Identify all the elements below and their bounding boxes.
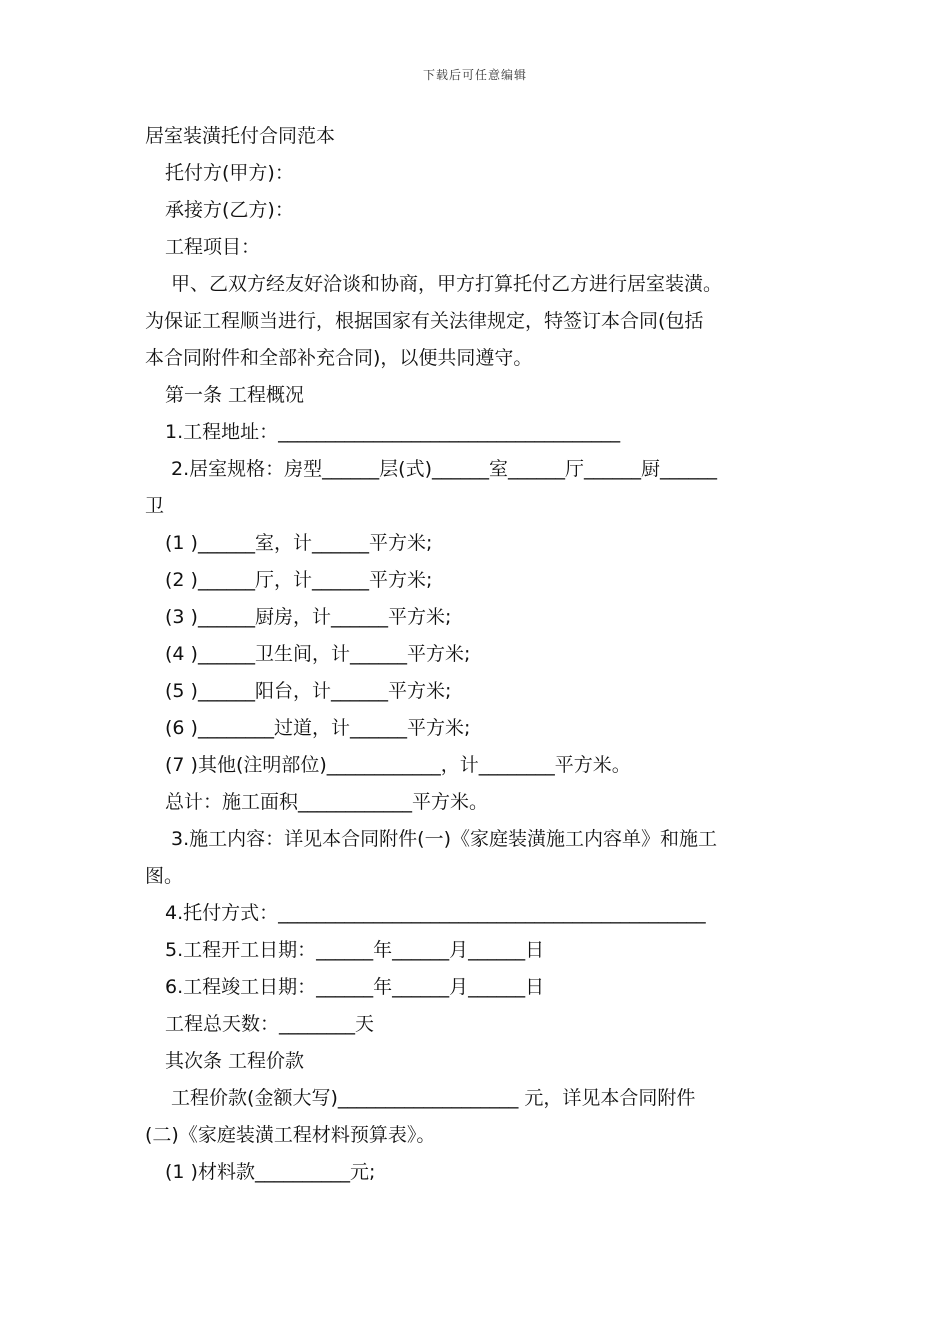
sub-item-4: (4 )______卫生间，计______平方米;: [165, 643, 471, 665]
item-2-spec-line-2: 卫: [145, 495, 165, 517]
sub-item-3: (3 )______厨房，计______平方米;: [165, 606, 452, 628]
item-6-end-date: 6.工程竣工日期：______年______月______日: [165, 976, 545, 998]
item-3-content-line-2: 图。: [145, 865, 184, 887]
sub-item-5: (5 )______阳台，计______平方米;: [165, 680, 452, 702]
total-area-line: 总计：施工面积____________平方米。: [165, 791, 489, 813]
party-b-line: 承接方(乙方)：: [165, 199, 294, 221]
item-4-method: 4.托付方式：_____________________________________________: [165, 902, 706, 924]
sub-item-1: (1 )______室，计______平方米;: [165, 532, 433, 554]
document-body: [145, 118, 815, 1191]
intro-paragraph-line-2: 为保证工程顺当进行，根据国家有关法律规定，特签订本合同(包括: [145, 310, 704, 332]
article-2-title: 其次条 工程价款: [165, 1050, 305, 1072]
project-line: 工程项目：: [165, 236, 261, 258]
document-title: 居室装潢托付合同范本: [145, 125, 336, 147]
item-1-address: 1.工程地址：____________________________________: [165, 421, 621, 443]
total-days-line: 工程总天数：________天: [165, 1013, 375, 1035]
page-header-note: 下载后可任意编辑: [422, 68, 527, 82]
item-5-start-date: 5.工程开工日期：______年______月______日: [165, 939, 545, 961]
article-1-title: 第一条 工程概况: [165, 384, 305, 406]
intro-paragraph-line-3: 本合同附件和全部补充合同)，以便共同遵守。: [145, 347, 533, 369]
sub-item-2: (2 )______厅，计______平方米;: [165, 569, 433, 591]
intro-paragraph-line-1: 甲、乙双方经友好洽谈和协商，甲方打算托付乙方进行居室装潢。: [165, 273, 723, 295]
sub-item-7: (7 )其他(注明部位)____________，计________平方米。: [165, 754, 631, 776]
price-line-2: (二)《家庭装潢工程材料预算表》。: [145, 1124, 436, 1146]
party-a-line: 托付方(甲方)：: [165, 162, 294, 184]
price-sub-item-1: (1 )材料款__________元;: [165, 1161, 376, 1183]
item-2-spec-line-1: 2.居室规格：房型______层(式)______室______厅______厨______: [165, 458, 717, 480]
price-line-1: 工程价款(金额大写)___________________ 元，详见本合同附件: [165, 1087, 696, 1109]
sub-item-6: (6 )________过道，计______平方米;: [165, 717, 471, 739]
item-3-content-line-1: 3.施工内容：详见本合同附件(一)《家庭装潢施工内容单》和施工: [165, 828, 717, 850]
